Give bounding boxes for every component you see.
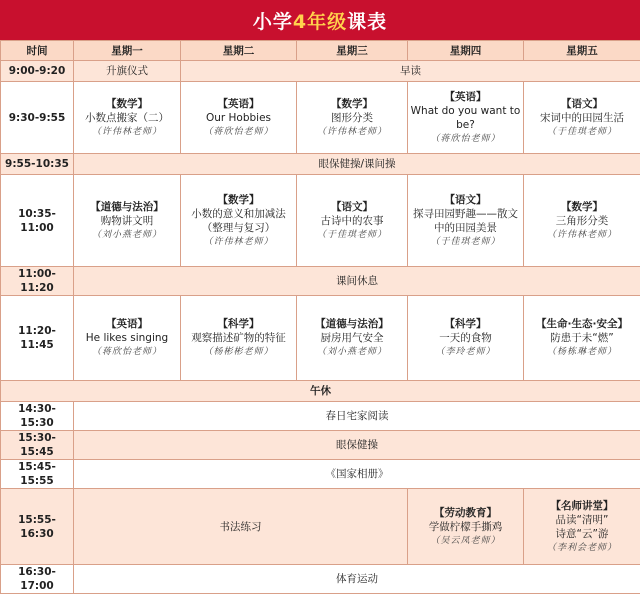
table-row: [1, 381, 640, 402]
table-row: [1, 61, 640, 82]
class-cell: [74, 175, 181, 267]
class-cell: [524, 489, 640, 565]
subject-label: 【语文】: [526, 97, 638, 111]
monday-cell: 升旗仪式: [74, 61, 181, 82]
topic-label: 小数点搬家（二）: [76, 111, 178, 125]
topic-label: 古诗中的农事: [299, 214, 405, 228]
subject-label: 【数学】: [526, 200, 638, 214]
teacher-label: （杨彬彬老师）: [183, 345, 294, 359]
span-cell: 《国家相册》: [74, 460, 640, 489]
class-cell: [297, 82, 408, 154]
topic-label: What do you want to be?: [410, 104, 521, 132]
topic-label: 宋词中的田园生活: [526, 111, 638, 125]
topic-label: 一天的食物: [410, 331, 521, 345]
class-cell: [408, 296, 524, 381]
class-cell: [297, 296, 408, 381]
span-cell: 体育运动: [74, 565, 640, 594]
class-cell: [524, 296, 640, 381]
time-cell: 9:30-9:55: [1, 82, 74, 154]
topic-label: Our Hobbies: [183, 111, 294, 125]
subject-label: 【科学】: [183, 317, 294, 331]
subject-label: 【生命·生态·安全】: [526, 317, 638, 331]
teacher-label: （蒋欣怡老师）: [183, 125, 294, 139]
topic-label: 诗意“云”游: [526, 527, 638, 541]
header-row: [1, 41, 640, 61]
topic-label: 观察描述矿物的特征: [183, 331, 294, 345]
class-cell: [181, 175, 297, 267]
subject-label: 【数学】: [183, 193, 294, 207]
table-row: [1, 175, 640, 267]
title-bar: [0, 0, 640, 40]
topic-label: 购物讲文明: [76, 214, 178, 228]
time-cell: 15:55-16:30: [1, 489, 74, 565]
header-tuesday: 星期二: [181, 41, 297, 61]
subject-label: 【道德与法治】: [299, 317, 405, 331]
class-cell: [181, 82, 297, 154]
time-cell: 11:00-11:20: [1, 267, 74, 296]
subject-label: 【道德与法治】: [76, 200, 178, 214]
topic-label: 防患于未“燃”: [526, 331, 638, 345]
subject-label: 【数学】: [76, 97, 178, 111]
span-cell: 眼保健操: [74, 431, 640, 460]
class-cell: [181, 296, 297, 381]
table-row: [1, 154, 640, 175]
span-cell: 课间休息: [74, 267, 640, 296]
class-cell: [524, 82, 640, 154]
topic-label: 三角形分类: [526, 214, 638, 228]
time-cell: 10:35-11:00: [1, 175, 74, 267]
teacher-label: （许伟林老师）: [183, 235, 294, 249]
table-row: [1, 565, 640, 594]
teacher-label: （李利会老师）: [526, 541, 638, 555]
topic-label: 学做柠檬手撕鸡: [410, 520, 521, 534]
title-accent: 4年级: [293, 11, 347, 33]
teacher-label: （于佳琪老师）: [526, 125, 638, 139]
subject-label: 【劳动教育】: [410, 506, 521, 520]
table-row: [1, 402, 640, 431]
teacher-label: （刘小燕老师）: [299, 345, 405, 359]
table-row: [1, 460, 640, 489]
subject-label: 【科学】: [410, 317, 521, 331]
teacher-label: （杨栋琳老师）: [526, 345, 638, 359]
time-cell: 9:00-9:20: [1, 61, 74, 82]
subject-label: 【语文】: [410, 193, 521, 207]
subject-label: 【语文】: [299, 200, 405, 214]
title-end: 课表: [347, 11, 387, 33]
teacher-label: （蒋欣怡老师）: [410, 132, 521, 146]
teacher-label: （刘小燕老师）: [76, 228, 178, 242]
topic-label: 厨房用气安全: [299, 331, 405, 345]
time-cell: 15:45-15:55: [1, 460, 74, 489]
class-cell: [408, 489, 524, 565]
time-cell: 9:55-10:35: [1, 154, 74, 175]
topic-label: 探寻田园野趣——散文中的田园美景: [410, 207, 521, 235]
topic-label: He likes singing: [76, 331, 178, 345]
teacher-label: （蒋欣怡老师）: [76, 345, 178, 359]
subject-label: 【名师讲堂】: [526, 499, 638, 513]
topic-label: 小数的意义和加减法（整理与复习）: [183, 207, 294, 235]
span-cell: 眼保健操/课间操: [74, 154, 640, 175]
teacher-label: （于佳琪老师）: [410, 235, 521, 249]
class-cell: [408, 82, 524, 154]
class-cell: [297, 175, 408, 267]
header-monday: 星期一: [74, 41, 181, 61]
header-wednesday: 星期三: [297, 41, 408, 61]
teacher-label: （许伟林老师）: [299, 125, 405, 139]
title-main: 小学: [253, 11, 293, 33]
table-row: [1, 489, 640, 565]
class-cell: [408, 175, 524, 267]
teacher-label: （李玲老师）: [410, 345, 521, 359]
subject-label: 【英语】: [183, 97, 294, 111]
span-cell: 书法练习: [74, 489, 408, 565]
class-cell: [74, 296, 181, 381]
subject-label: 【数学】: [299, 97, 405, 111]
header-friday: 星期五: [524, 41, 640, 61]
table-row: [1, 82, 640, 154]
header-time: 时间: [1, 41, 74, 61]
teacher-label: （许伟林老师）: [526, 228, 638, 242]
subject-label: 【英语】: [410, 90, 521, 104]
time-cell: 16:30-17:00: [1, 565, 74, 594]
span-cell: 早读: [181, 61, 640, 82]
class-cell: [524, 175, 640, 267]
timetable: [0, 40, 640, 594]
span-cell: 春日宅家阅读: [74, 402, 640, 431]
teacher-label: （许伟林老师）: [76, 125, 178, 139]
table-row: [1, 267, 640, 296]
teacher-label: （吴云凤老师）: [410, 534, 521, 548]
topic-label: 品读“清明”: [526, 513, 638, 527]
class-cell: [74, 82, 181, 154]
table-row: [1, 296, 640, 381]
subject-label: 【英语】: [76, 317, 178, 331]
teacher-label: （于佳琪老师）: [299, 228, 405, 242]
topic-label: 图形分类: [299, 111, 405, 125]
table-row: [1, 431, 640, 460]
time-cell: 11:20-11:45: [1, 296, 74, 381]
time-cell: 15:30-15:45: [1, 431, 74, 460]
page-title: [253, 7, 387, 34]
time-cell: 14:30-15:30: [1, 402, 74, 431]
lunch-break-cell: 午休: [1, 381, 640, 402]
header-thursday: 星期四: [408, 41, 524, 61]
